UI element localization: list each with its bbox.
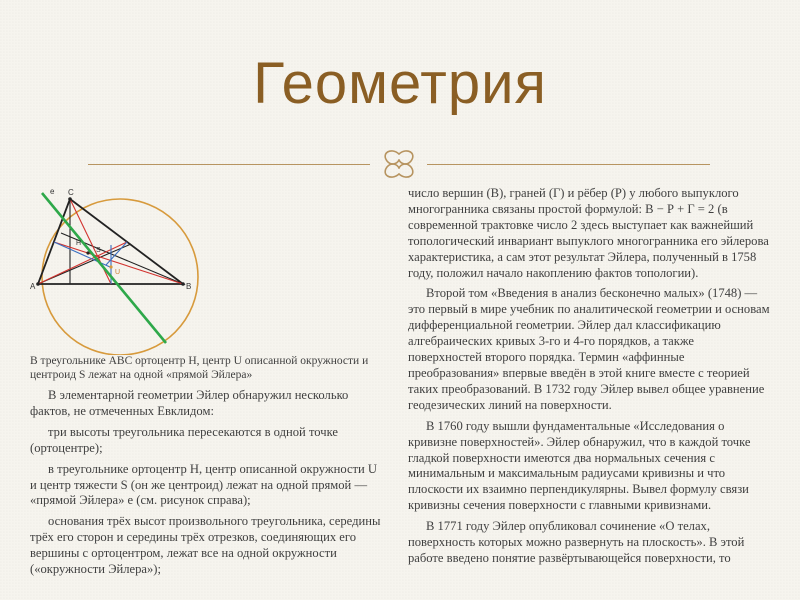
point-u xyxy=(109,265,112,268)
left-text-column xyxy=(30,354,385,583)
paragraph: в треугольнике ортоцентр H, центр описанной окружности U и центр тяжести S (он же центроид) лежат на одной прямой — «прямой Эйлера» e (см. рисунок справа); xyxy=(30,461,378,508)
title-divider-left xyxy=(88,164,370,165)
paragraph: В элементарной геометрии Эйлер обнаружил несколько фактов, не отмеченных Евклидом: xyxy=(30,388,349,418)
label-e: e xyxy=(50,187,55,196)
paragraph: Второй том «Введения в анализ бесконечно малых» (1748) — это первый в мире учебник по аналитической геометрии и основам дифференциальной геометрии. Эйлер дал классификацию алгебраических кривых 3-го и 4-го порядков, а также поверхностей второго порядка. Термин «аффинные преобразования» впервые введён в этой книге вместе с теорией таких преобразований. В 1732 году Эйлер вывел общее уравнение геодезических линий на поверхности. xyxy=(408,286,770,412)
paragraph: три высоты треугольника пересекаются в одной точке (ортоцентре); xyxy=(30,424,338,455)
vertex-a xyxy=(36,282,40,286)
paragraph: основания трёх высот произвольного треугольника, середины трёх его сторон и середины трёх отрезков, соединяющих его вершины с ортоцентром, лежат все на одной окружности («окружности Эйлера»); xyxy=(30,514,381,577)
ornament-icon xyxy=(377,148,421,180)
title-divider-right xyxy=(427,164,710,165)
label-c: C xyxy=(68,188,74,197)
paragraph: В 1771 году Эйлер опубликовал сочинение «О телах, поверхность которых можно развернуть на плоскость». В этой работе введено понятие развёртывающейся поверхности, то xyxy=(408,519,745,565)
right-text-column xyxy=(408,186,770,572)
point-s xyxy=(86,251,89,254)
page-title: Геометрия xyxy=(253,51,547,116)
paragraph: число вершин (В), граней (Г) и рёбер (Р) у любого выпуклого многогранника связаны простой формулой: В − Р + Г = 2 (в современной трактовке число 2 здесь выступает как важнейший топологический инвариант выпуклого многогранника его эйлерова характеристика, а сам этот результат Эйлера, полученный в 1758 году, положил начало накоплению фактов топологии). xyxy=(408,186,769,280)
vertex-c xyxy=(68,197,72,201)
label-s: S xyxy=(96,247,101,254)
label-u: U xyxy=(115,269,121,276)
euler-line-figure xyxy=(28,185,208,355)
label-a: A xyxy=(30,282,36,291)
median-b xyxy=(54,242,183,284)
label-h: H xyxy=(76,240,82,247)
label-b: B xyxy=(186,282,192,291)
figure-caption: В треугольнике ABC ортоцентр H, центр U описанной окружности и центроид S лежат на одной «прямой Эйлера» xyxy=(30,355,369,381)
paragraph: В 1760 году вышли фундаментальные «Исследования о кривизне поверхностей». Эйлер обнаружил, что в каждой точке гладкой поверхности имеются два нормальных сечения с минимальным и максимальным радиусами кривизны и что плоскости их взаимно перпендикулярны. Вывел формулу связи кривизны сечения поверхности с главными кривизнами. xyxy=(408,418,751,513)
euler-line xyxy=(42,193,166,343)
vertex-b xyxy=(181,282,185,286)
